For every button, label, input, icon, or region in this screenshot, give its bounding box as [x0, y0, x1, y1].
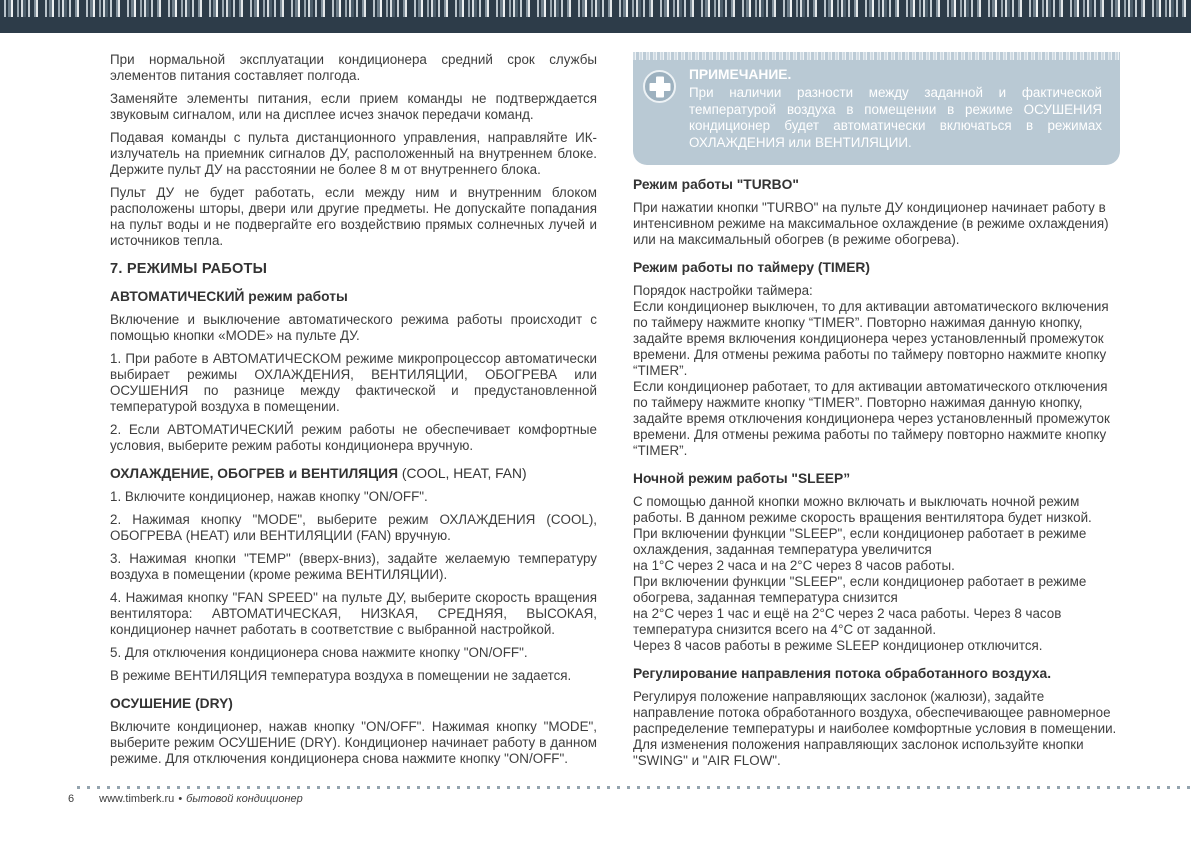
paragraph: на 1°С через 2 часа и на 2°С через 8 часов работы. — [633, 558, 955, 573]
note-box — [633, 52, 1120, 165]
paragraph: Через 8 часов работы в режиме SLEEP кондиционер отключится. — [633, 638, 1043, 653]
paragraph: 5. Для отключения кондиционера снова нажмите кнопку "ON/OFF". — [110, 645, 528, 660]
heading-suffix: (COOL, HEAT, FAN) — [401, 466, 527, 481]
header-dark-bar — [0, 17, 1191, 33]
paragraph: 2. Если АВТОМАТИЧЕСКИЙ режим работы не обеспечивает комфортные условия, выберите режим работы кондиционера вручную. — [110, 422, 597, 453]
paragraph: При включении функции "SLEEP", если кондиционер работает в режиме обогрева, заданная температура снизится — [633, 574, 1087, 605]
heading-bold-part: ОХЛАЖДЕНИЕ, ОБОГРЕВ и ВЕНТИЛЯЦИЯ — [110, 466, 399, 481]
intro-paragraph: При нормальной эксплуатации кондиционера средний срок службы элементов питания составляет полгода. — [110, 52, 597, 83]
paragraph: Включите кондиционер, нажав кнопку "ON/OFF". Нажимая кнопку "MODE", выберите режим ОСУШЕНИЕ (DRY). Кондиционер начинает работу в данном режиме. Для отключения кондиционера снова нажмите кнопку "ON/OFF". — [110, 719, 597, 766]
note-body — [633, 60, 1120, 165]
paragraph: С помощью данной кнопки можно включать и выключать ночной режим работы. В данном режиме скорость вращения вентилятора будет низкой. — [633, 494, 1092, 525]
note-text-block — [689, 67, 1102, 151]
paragraph: В режиме ВЕНТИЛЯЦИЯ температура воздуха в помещении не задается. — [110, 668, 572, 683]
paragraph: 1. При работе в АВТОМАТИЧЕСКОМ режиме микропроцессор автоматически выбирает режимы ОХЛАЖДЕНИЯ, ВЕНТИЛЯЦИИ, ОБОГРЕВА или ОСУШЕНИЯ по разнице между фактической и предустановленной температурой воздуха в помещении. — [110, 351, 597, 414]
intro-paragraph: Подавая команды с пульта дистанционного управления, направляйте ИК-излучатель на приемник сигналов ДУ, расположенный на внутреннем блоке. Держите пульт ДУ на расстоянии не более 8 м от внутреннего блока. — [110, 130, 597, 177]
paragraph: 4. Нажимая кнопку "FAN SPEED" на пульте ДУ, выберите скорость вращения вентилятора: АВТОМАТИЧЕСКАЯ, НИЗКАЯ, СРЕДНЯЯ, ВЫСОКАЯ, кондиционер начнет работать в соответствие с выбранной настройкой. — [110, 590, 597, 637]
paragraph: Включение и выключение автоматического режима работы происходит с помощью кнопки «MODE» на пульте ДУ. — [110, 312, 597, 343]
page-number: 6 — [68, 793, 75, 805]
paragraph: Регулируя положение направляющих заслонок (жалюзи), задайте направление потока обработанного воздуха, обеспечивающее равномерное распределение температуры и наиболее комфортные условия в помещении. Для изменения положения направляющих заслонок используйте кнопки "SWING" и "AIR FLOW". — [633, 689, 1117, 768]
footer-website: www.timberk.ru — [99, 793, 175, 805]
left-column — [110, 52, 597, 774]
note-paragraph: При наличии разности между заданной и фактической температурой воздуха в помещении в режиме ОСУШЕНИЯ кондиционер будет автоматически включаться в режимах ОХЛАЖДЕНИЯ или ВЕНТИЛЯЦИИ. — [689, 85, 1102, 150]
paragraph: При нажатии кнопки "TURBO" на пульте ДУ кондиционер начинает работу в интенсивном режиме на максимальное охлаждение (в режиме охлаждения) или на максимальный обогрев (в режиме обогрева). — [633, 200, 1109, 247]
note-stripes-decoration — [633, 52, 1120, 60]
note-title: ПРИМЕЧАНИЕ. — [689, 67, 792, 82]
subsection-heading-timer: Режим работы по таймеру (TIMER) — [633, 260, 870, 275]
paragraph: 2. Нажимая кнопку "MODE", выберите режим ОХЛАЖДЕНИЯ (COOL), ОБОГРЕВА (HEAT) или ВЕНТИЛЯЦИИ (FAN) вручную. — [110, 512, 597, 543]
subsection-heading-cool-heat-fan — [110, 466, 597, 482]
paragraph: Если кондиционер работает, то для активации автоматического отключения по таймеру нажмите кнопку “TIMER”. Повторно нажимая данную кнопку, задайте время отключения кондиционера через установленный промежуток времени. Для отмены режима работы по таймеру повторно нажмите кнопку “TIMER”. — [633, 379, 1110, 458]
paragraph: 3. Нажимая кнопки "TEMP" (вверх-вниз), задайте желаемую температуру воздуха в помещении (кроме режима ВЕНТИЛЯЦИИ). — [110, 551, 597, 582]
paragraph: 1. Включите кондиционер, нажав кнопку "ON/OFF". — [110, 489, 428, 504]
right-column — [633, 52, 1120, 774]
footer — [68, 793, 303, 805]
plus-icon — [643, 70, 676, 103]
footer-tagline: бытовой кондиционер — [186, 793, 303, 805]
subsection-heading-dry: ОСУШЕНИЕ (DRY) — [110, 696, 233, 711]
intro-paragraph: Заменяйте элементы питания, если прием команды не подтверждается звуковым сигналом, или на дисплее исчез значок передачи команд. — [110, 91, 597, 122]
footer-separator: • — [178, 793, 183, 805]
footer-dotted-rule — [77, 786, 1191, 789]
subsection-heading-turbo: Режим работы "TURBO" — [633, 177, 799, 192]
paragraph: При включении функции "SLEEP", если кондиционер работает в режиме охлаждения, заданная температура увеличится — [633, 526, 1087, 557]
paragraph: на 2°С через 1 час и ещё на 2°С через 2 часа работы. Через 8 часов температура снизится всего на 4°С от заданной. — [633, 606, 1062, 637]
content-columns — [0, 33, 1191, 774]
subsection-heading-auto: АВТОМАТИЧЕСКИЙ режим работы — [110, 289, 348, 304]
intro-paragraph: Пульт ДУ не будет работать, если между ним и внутренним блоком расположены шторы, двери или другие предметы. Не допускайте попадания на пульт воды и не подвергайте его воздействию прямых солнечных лучей и источников тепла. — [110, 185, 597, 248]
paragraph: Если кондиционер выключен, то для активации автоматического включения по таймеру нажмите кнопку “TIMER”. Повторно нажимая данную кнопку, задайте время включения кондиционера через установленный промежуток времени. Для отмены режима работы по таймеру повторно нажмите кнопку “TIMER”. — [633, 299, 1109, 378]
subsection-heading-sleep: Ночной режим работы "SLEEP” — [633, 471, 851, 486]
header-barcode-stripes-decoration — [0, 0, 1191, 17]
subsection-heading-airflow: Регулирование направления потока обработанного воздуха. — [633, 666, 1052, 681]
section-heading-modes: 7. РЕЖИМЫ РАБОТЫ — [110, 261, 268, 277]
paragraph: Порядок настройки таймера: — [633, 283, 813, 298]
